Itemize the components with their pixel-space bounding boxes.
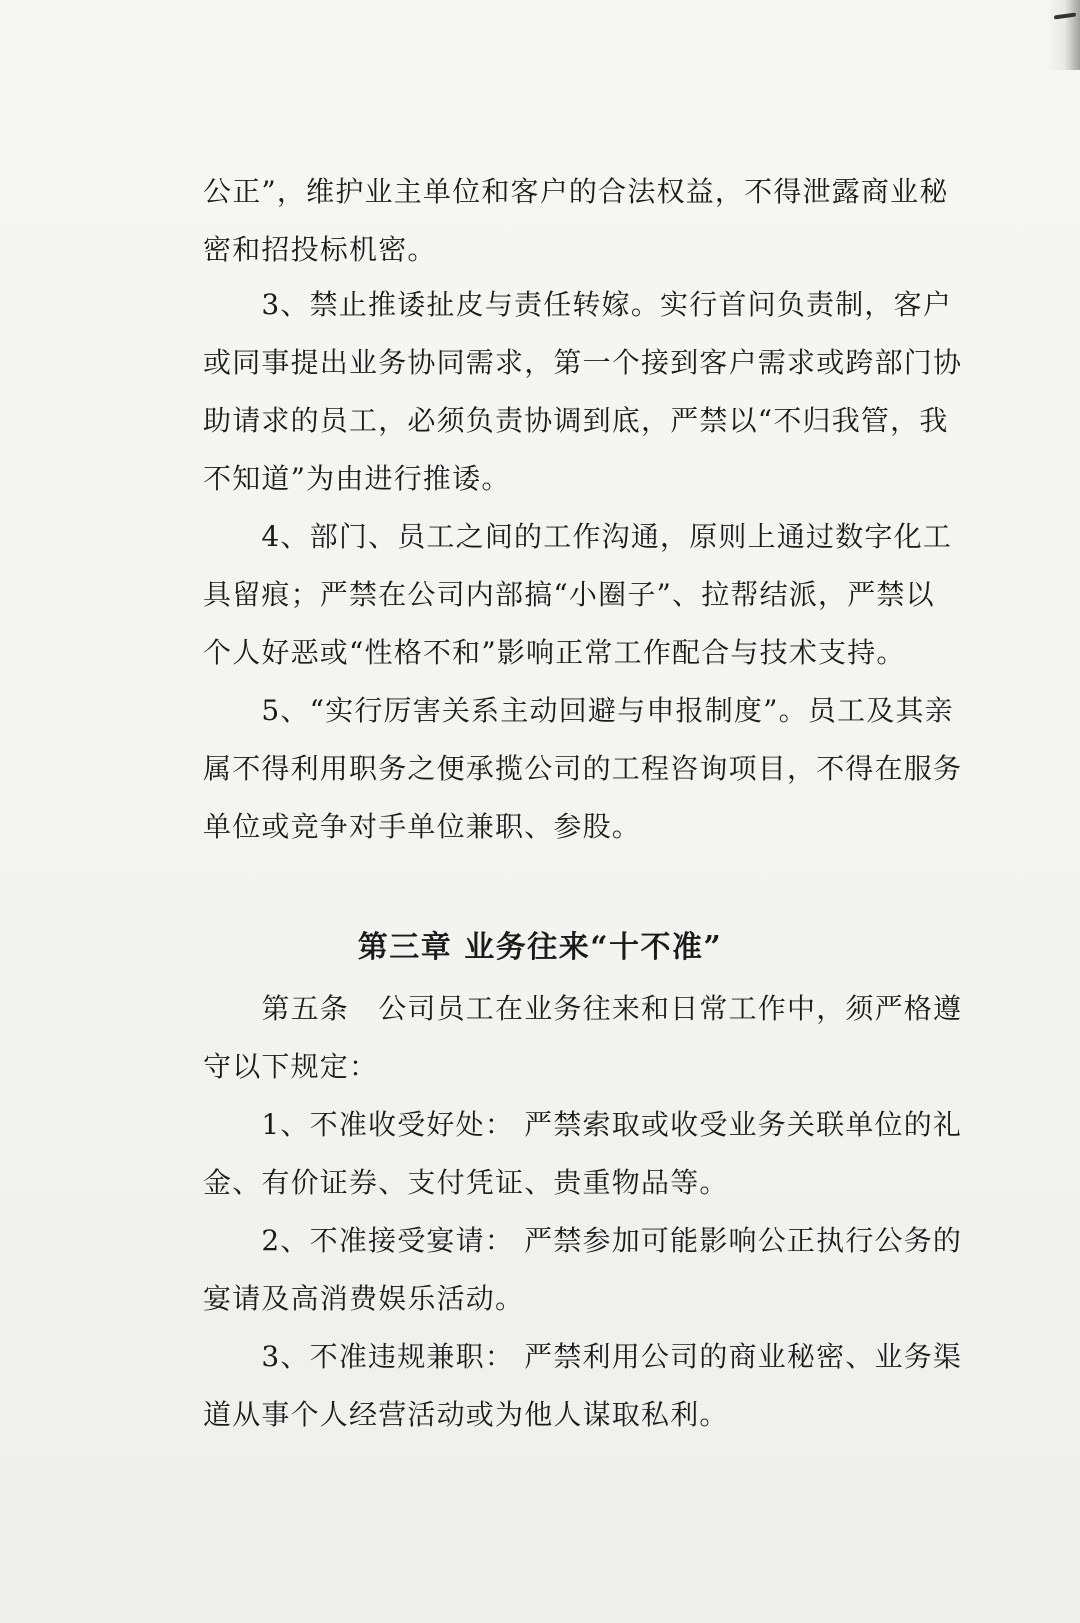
text-line: 公正”，维护业主单位和客户的合法权益，不得泄露商业秘 — [203, 175, 949, 208]
text-line: 1、不准收受好处： 严禁索取或收受业务关联单位的礼 — [203, 1108, 963, 1141]
text-line: 属不得利用职务之便承揽公司的工程咨询项目，不得在服务 — [203, 752, 963, 785]
page-edge-mark — [1046, 0, 1080, 70]
text-line: 助请求的员工，必须负责协调到底，严禁以“不归我管，我 — [203, 404, 949, 437]
text-line: 单位或竞争对手单位兼职、参股。 — [203, 810, 642, 843]
text-line: 金、有价证券、支付凭证、贵重物品等。 — [203, 1166, 729, 1199]
text-line: 不知道”为由进行推诿。 — [203, 462, 511, 495]
text-line: 守以下规定： — [203, 1050, 379, 1083]
text-line: 2、不准接受宴请： 严禁参加可能影响公正执行公务的 — [203, 1224, 963, 1257]
text-line: 5、“实行厉害关系主动回避与申报制度”。员工及其亲 — [203, 694, 954, 727]
paragraph-block-1 — [203, 163, 949, 279]
text-line: 密和招投标机密。 — [203, 233, 437, 266]
text-line: 3、禁止推诿扯皮与责任转嫁。实行首问负责制，客户 — [203, 288, 953, 321]
paragraph-block-3 — [203, 980, 963, 1444]
text-line: 4、部门、员工之间的工作沟通，原则上通过数字化工 — [203, 520, 953, 553]
paragraph-block-2 — [203, 276, 963, 856]
text-line: 道从事个人经营活动或为他人谋取私利。 — [203, 1398, 729, 1431]
text-line: 具留痕；严禁在公司内部搞“小圈子”、拉帮结派，严禁以 — [203, 578, 935, 611]
text-line: 个人好恶或“性格不和”影响正常工作配合与技术支持。 — [203, 636, 906, 669]
text-line: 3、不准违规兼职： 严禁利用公司的商业秘密、业务渠 — [203, 1340, 963, 1373]
text-line: 宴请及高消费娱乐活动。 — [203, 1282, 525, 1315]
text-line: 第五条 公司员工在业务往来和日常工作中，须严格遵 — [203, 992, 963, 1025]
chapter-heading: 第三章 业务往来“十不准” — [357, 930, 723, 965]
text-line: 或同事提出业务协同需求，第一个接到客户需求或跨部门协 — [203, 346, 963, 379]
